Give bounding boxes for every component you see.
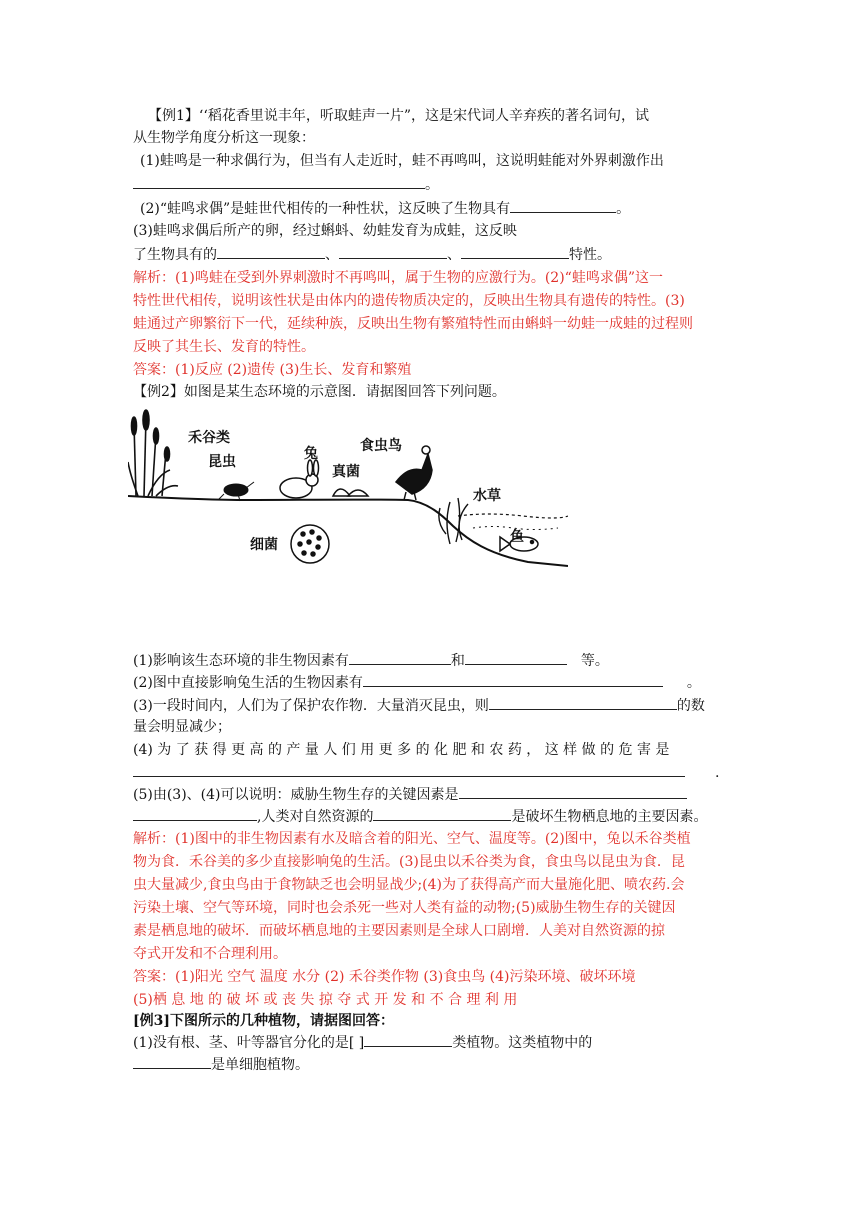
label-fish: 鱼	[510, 529, 524, 545]
ex1-q1: (1)蛙鸣是一种求偶行为，但当有人走近时，蛙不再鸣叫，这说明蛙能对外界刺激作出	[140, 153, 664, 169]
ground-line	[128, 496, 568, 566]
ex1-q3-sep-2: 、	[447, 247, 461, 263]
ex1-q2-end: 。	[616, 201, 631, 217]
ex1-analysis-2: 特性世代相传，说明该性状是由体内的遗传物质决定的，反映出生物具有遗传的特性。(3)	[133, 293, 685, 309]
water-surface	[458, 514, 568, 518]
ex1-q3-b-text: 了生物具有的	[133, 247, 217, 263]
ex2-q4-blank[interactable]	[133, 763, 685, 777]
ex1-q2-text: (2)“蛙鸣求偶”是蛙世代相传的一种性状，这反映了生物具有	[140, 201, 511, 217]
ex2-q5-end: 是破坏生物栖息地的主要因素。	[511, 809, 708, 825]
ex2-q1-text: (1)影响该生态环境的非生物因素有	[133, 653, 349, 669]
water-weeds	[439, 498, 468, 544]
insect-eating-bird	[396, 446, 432, 500]
ex2-q3-text: (3)一段时间内，人们为了保护农作物．大量消灭昆虫，则	[133, 698, 489, 714]
ex1-analysis-3: 蛙通过产卵繁衍下一代，延续种族，反映出生物有繁殖特性而由蝌蚪一幼蛙一成蛙的过程则	[133, 316, 693, 332]
ex2-analysis-4: 污染土壤、空气等环境，同时也会杀死一些对人类有益的动物;(5)威胁生物生存的关键因	[133, 900, 676, 916]
ex2-q4-answer-line	[133, 763, 719, 782]
ex1-q2-blank[interactable]	[510, 199, 616, 213]
ex2-q2-blank[interactable]	[363, 673, 663, 687]
ex1-analysis-text-1: (1)鸣蛙在受到外界刺激时不再鸣叫，属于生物的应激行为。(2)“蛙鸣求偶”这一	[175, 270, 663, 286]
label-insect: 昆虫	[208, 454, 236, 470]
bacteria	[291, 525, 329, 563]
ex2-q3-end: 的数	[676, 698, 705, 714]
ex2-q2	[133, 673, 701, 692]
rabbit	[280, 460, 319, 498]
ex1-analysis-label: 解析：	[133, 270, 175, 286]
ex2-analysis-3: 虫大量减少,食虫鸟由于食物缺乏也会明显战少;(4)为了获得高产而大量施化肥、喷农药.会	[133, 877, 685, 893]
ex2-intro-text: 如图是某生态环境的示意图．请据图回答下列问题。	[183, 384, 506, 400]
ex1-q3-end: 特性。	[569, 247, 611, 263]
ex1-q1-blank[interactable]	[133, 175, 425, 189]
ex3-q1-blank-1[interactable]	[364, 1033, 452, 1047]
ex1-q3-a: (3)蛙鸣求偶后所产的卵，经过蝌蚪、幼蛙发育为成蛙，这反映	[133, 223, 517, 239]
ex3-title: [例3]下图所示的几种植物，请据图回答：	[133, 1013, 394, 1029]
ex1-q2	[140, 199, 630, 218]
fungi	[333, 489, 368, 496]
label-bird: 食虫鸟	[360, 438, 402, 454]
ex2-q3	[133, 696, 705, 715]
ex2-answer-2: (5)栖 息 地 的 破 坏 或 丧 失 掠 夺 式 开 发 和 不 合 理 利 用	[133, 992, 518, 1008]
ex3-q1-mid: 类植物。这类植物中的	[452, 1035, 593, 1051]
ex2-q1-blank-2[interactable]	[465, 651, 567, 665]
ex2-q5-b	[133, 807, 707, 826]
ex1-q3-blank-1[interactable]	[217, 245, 325, 259]
ex2-q1-mid: 和	[450, 653, 465, 669]
ex2-analysis-1	[133, 830, 691, 848]
ex1-title: 【例1】	[148, 108, 199, 124]
ex2-analysis-text-1: (1)图中的非生物因素有水及暗含着的阳光、空气、温度等。(2)图中，兔以禾谷类植	[175, 831, 691, 847]
ex2-answer-1: 答案：(1)阳光 空气 温度 水分 (2) 禾谷类作物 (3)食虫鸟 (4)污染环境、破坏环境	[133, 969, 636, 985]
ex3-q1-end: 是单细胞植物。	[211, 1057, 309, 1073]
ex1-intro-line-1	[148, 107, 649, 125]
grain-plants	[128, 410, 178, 496]
ex2-q3-b: 量会明显减少；	[133, 719, 231, 735]
ex2-q5	[133, 785, 687, 804]
label-bacteria: 细菌	[250, 537, 278, 553]
ex2-q4-end: .	[715, 765, 720, 781]
ex2-analysis-label: 解析：	[133, 831, 175, 847]
ex1-intro-a: ‘‘稻花香里说丰年，听取蛙声一片”，这是宋代词人辛弃疾的著名词句，试	[198, 108, 649, 124]
ex1-analysis-1	[133, 269, 663, 287]
ex2-analysis-2: 物为食．禾谷美的多少直接影响兔的生活。(3)昆虫以禾谷类为食，食虫鸟以昆虫为食．昆	[133, 854, 685, 870]
ex2-q5-mid: ,人类对自然资源的	[257, 809, 374, 825]
ex1-q3-blank-3[interactable]	[461, 245, 569, 259]
ex3-q1-b	[133, 1055, 309, 1074]
ex2-q1-end: 等。	[580, 653, 609, 669]
ex2-q5-blank-1[interactable]	[459, 785, 687, 799]
insect	[218, 482, 254, 501]
ex2-q4: (4) 为 了 获 得 更 高 的 产 量 人 们 用 更 多 的 化 肥 和 农 药 ， 这 样 做 的 危 害 是	[133, 742, 670, 758]
ecosystem-diagram	[128, 404, 568, 604]
ex2-q1	[133, 651, 609, 670]
ex2-q5-blank-1b[interactable]	[133, 807, 257, 821]
ex1-answer: 答案：(1)反应 (2)遗传 (3)生长、发育和繁殖	[133, 362, 412, 378]
ex3-q1	[133, 1033, 592, 1052]
ex1-q3-blank-2[interactable]	[339, 245, 447, 259]
ex2-q2-end: 。	[686, 675, 701, 691]
ex2-q1-blank-1[interactable]	[349, 651, 451, 665]
ex1-intro-b: 从生物学角度分析这一现象：	[133, 130, 315, 146]
ex3-q1-blank-2[interactable]	[133, 1055, 211, 1069]
ex1-q1-answer-line	[133, 175, 439, 194]
ex1-q1-end: 。	[425, 177, 439, 193]
label-waterweed: 水草	[473, 488, 501, 504]
ex2-analysis-6: 夺式开发和不合理利用。	[133, 946, 287, 962]
ex2-q3-blank[interactable]	[489, 696, 677, 710]
ex2-analysis-5: 素是栖息地的破坏．而破坏栖息地的主要因素则是全球人口剧增．人美对自然资源的掠	[133, 923, 665, 939]
ex2-intro	[133, 383, 506, 401]
label-grain: 禾谷类	[188, 430, 230, 446]
label-rabbit: 兔	[304, 446, 318, 462]
ex2-q5-text: (5)由(3)、(4)可以说明：威胁生物生存的关键因素是	[133, 787, 459, 803]
ex2-q5-blank-2[interactable]	[373, 807, 511, 821]
ex2-q2-text: (2)图中直接影响兔生活的生物因素有	[133, 675, 363, 691]
ex1-q3-sep-1: 、	[325, 247, 339, 263]
ex2-title: 【例2】	[133, 384, 184, 400]
ex1-q3-b	[133, 245, 611, 264]
label-fungi: 真菌	[332, 464, 360, 480]
ex1-analysis-4: 反映了其生长、发育的特性。	[133, 339, 315, 355]
ex3-q1-text: (1)没有根、茎、叶等器官分化的是[ ]	[133, 1035, 365, 1051]
